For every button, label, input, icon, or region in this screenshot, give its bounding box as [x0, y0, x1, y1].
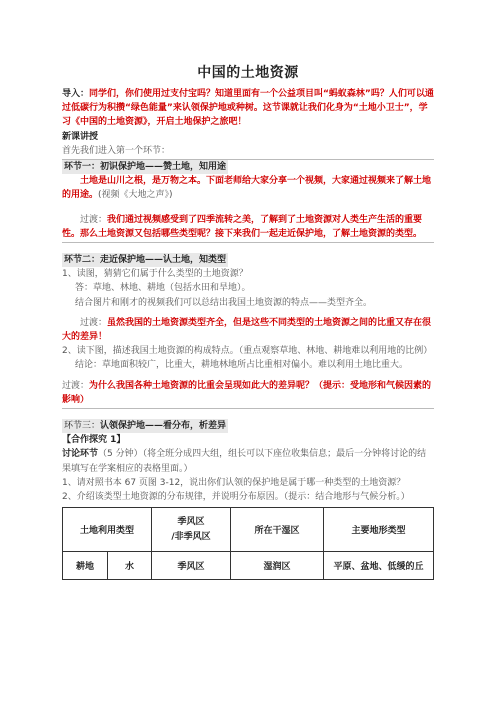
sec2-transition3-label: 过渡： — [62, 380, 90, 391]
sec3-q2: 2、介绍该类型土地资源的分布规律，并说明分布原因。（提示：结合地形与气候分析。） — [62, 492, 410, 503]
sec1-heading: 环节一：初识保护地——赞土地，知用途 — [62, 160, 228, 174]
table-row — [63, 552, 434, 580]
sec1-transition-label: 过渡： — [80, 214, 108, 225]
table-header-cell: 土地利用类型 — [63, 508, 152, 552]
table-cell: 季风区 — [152, 552, 231, 580]
sec2-c2: 结论：草地面积较广，比重大，耕地林地所占比重相对偏小。难以利用土地比重大。 — [75, 360, 409, 371]
sec2-q1: 1、读图，猜猜它们属于什么类型的土地资源？ — [62, 269, 248, 280]
document-page — [62, 62, 434, 580]
first-line: 首先我们进入第一个环节： — [62, 144, 434, 160]
sec1-transition-text: 我们通过视频感受到了四季流转之美，了解到了土地资源对人类生产生活的重要性。那么土地资源又包括哪些类型呢？接下来我们一起走近保护地，了解土地资源的类型。 — [62, 214, 423, 239]
sec2-transition3 — [62, 379, 434, 409]
table-header-cell: 季风区 /非季风区 — [152, 508, 231, 552]
sec2-transition-label: 过渡： — [80, 317, 108, 328]
sec3-cooperate: 【合作探究 1】 — [62, 435, 126, 446]
sec2-transition3-text: 为什么我国各种土地资源的比重会呈现如此大的差异呢？（提示：受地形和气候因素的影响） — [62, 380, 432, 405]
new-lesson-heading: 新课讲授 — [62, 131, 99, 142]
table-header-cell: 所在干湿区 — [231, 508, 324, 552]
sec3-heading-line — [62, 419, 434, 433]
sec2-q2: 2、读下图，描述我国土地资源的构成特点。（重点观察草地、林地、耕地难以利用地的比例） — [62, 346, 433, 357]
table-header-cell: 主要地形类型 — [324, 508, 434, 552]
sec1-note: (视频《大地之声》) — [98, 190, 173, 201]
sec1-heading-line — [62, 160, 434, 174]
sec2-transition — [62, 316, 434, 344]
intro-text: 同学们，你们使用过支付宝吗？知道里面有一个公益项目叫“蚂蚁森林”吗？人们可以通过低碳行为积攒“绿色能量”来认领保护地或种树。这节课就让我们化身为“土地小卫士”，学习《中国的土地资源》，开启土地保护之旅吧！ — [62, 89, 434, 128]
sec2-transition-text: 虽然我国的土地资源类型齐全，但是这些不同类型的土地资源之间的比重又存在很大的差异！ — [62, 317, 432, 343]
sec2-heading-line — [62, 253, 434, 267]
sec3-q1: 1、请对照书本 67 页图 3-12，说出你们认领的保护地是属于哪一种类型的土地资源？ — [62, 477, 406, 488]
sec2-c1: 结合图片和刚才的视频我们可以总结出我国土地资源的特点——类型齐全。 — [75, 297, 373, 308]
sec3-discuss — [62, 447, 434, 475]
sec1-red-text: 土地是山川之根，是万物之本。下面老师给大家分享一个视频，大家通过视频来了解土地的用途。 — [62, 176, 432, 201]
intro-label: 导入： — [62, 89, 90, 99]
sec3-discuss-label: 讨论环节 — [62, 449, 99, 460]
table-cell: 湿润区 — [231, 552, 324, 580]
sec3-heading: 环节三：认领保护地——看分布，析差异 — [62, 419, 228, 433]
page-title: 中国的土地资源 — [197, 65, 299, 81]
land-use-table — [62, 507, 434, 580]
table-cell: 耕地 — [63, 552, 108, 580]
sec3-discuss-text: （5 分钟）（将全班分成四大组，组长可以下座位收集信息；最后一分钟将讨论的结果填写在学案相应的表格里面。） — [62, 449, 427, 474]
sec1-body — [62, 174, 434, 202]
sec2-a1: 答：草地、林地、耕地（包括水田和旱地）。 — [75, 283, 251, 294]
table-cell: 平原、盆地、低缓的丘 — [324, 552, 434, 580]
sec2-heading: 环节二：走近保护地——认土地，知类型 — [62, 253, 228, 267]
sec1-transition — [62, 213, 434, 243]
table-cell: 水 — [108, 552, 152, 580]
table-header-row — [63, 508, 434, 552]
intro-paragraph — [62, 87, 434, 130]
